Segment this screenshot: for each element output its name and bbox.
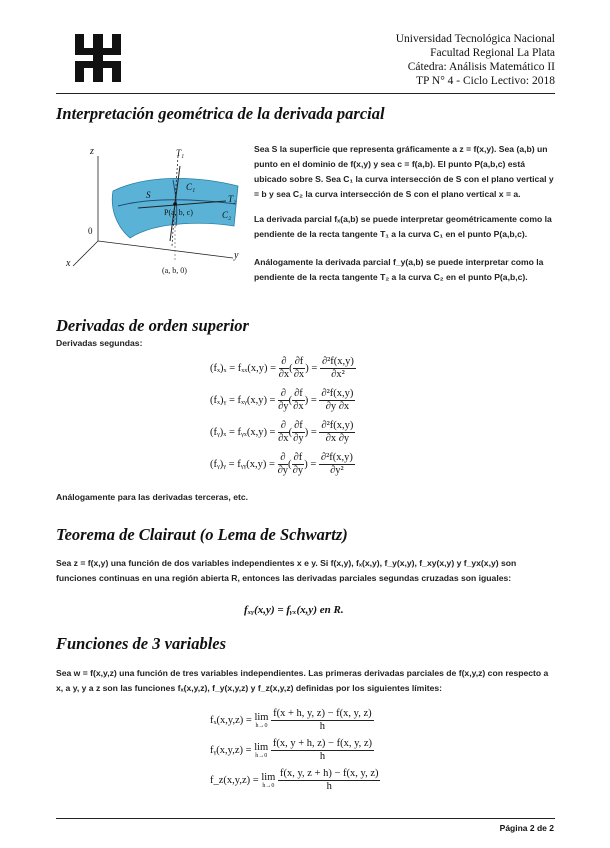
paragraph-surface-def: Sea S la superficie que representa gráficamente a z = f(x,y). Sea (a,b) un punto en el dominio de f(x,y) y sea c = f(a,b). El punto P(a,b,c) está ubicado sobre S. Sea C₁ la curva intersección de S con el plano vertical y = b y sea C₂ la curva intersección de S con el plano vertical x = a. (254, 144, 554, 199)
fig-label-c1: C₁ (186, 182, 196, 192)
fig-label-origin: 0 (88, 226, 93, 236)
paragraph-partial-x: La derivada parcial fₓ(a,b) se puede interpretar geométricamente como la pendiente de la recta tangente T₁ a la curva C₁ en el punto P(a,b,c). (254, 214, 552, 239)
utn-logo (72, 32, 124, 84)
header-faculty: Facultad Regional La Plata (430, 47, 555, 59)
header-tp: TP N° 4 - Ciclo Lectivo: 2018 (416, 75, 555, 87)
header-rule (56, 93, 555, 94)
third-derivatives-note: Análogamente para las derivadas terceras, etc. (56, 492, 249, 502)
equation-fxx: (fₓ)ₓ = fₓₓ(x,y) = $\frac{\partial}{\partial x}$ ( $\frac{\partial f}{\partial x}$ ) = $\frac{\text{∂²f(x,y)}}{\text{∂x²}}$ (210, 356, 354, 380)
clairaut-statement: Sea z = f(x,y) una función de dos variables independientes x e y. Si f(x,y), fₓ(x,y), f_y(x,y), f_xy(x,y) y f_yx(x,y) son funciones continuas en una región abierta R, entonces las derivadas parciales segundas cruzadas son iguales: (56, 558, 517, 583)
equation-fxy: (fₓ)ᵧ = fₓᵧ(x,y) = $\frac{\partial}{\partial y}$ ( $\frac{\partial f}{\partial x}$ ) = $\frac{\text{∂²f(x,y)}}{\partial y \partial x}$ (210, 388, 354, 412)
fig-label-z: z (90, 146, 94, 157)
section-title-geometric: Interpretación geométrica de la derivada parcial (56, 104, 385, 123)
section-title-clairaut: Teorema de Clairaut (o Lema de Schwartz) (56, 525, 348, 544)
fig-label-base: (a, b, 0) (162, 266, 187, 275)
limit-fx: fₓ(x,y,z) = lim h→0 $\frac{f(x + h, y, z) - f(x, y, z)}{h}$ (210, 708, 372, 732)
three-variables-text: Sea w = f(x,y,z) una función de tres variables independientes. Las primeras derivadas parciales de f(x,y,z) con respecto a x, a y, y a z son las funciones fₓ(x,y,z), f_y(x,y,z) y f_z(x,y,z) definidas por los siguientes límites: (56, 668, 549, 693)
fig-label-x: x (66, 258, 71, 269)
second-derivatives-intro: Derivadas segundas: (56, 338, 143, 348)
fig-label-s: S (146, 190, 151, 200)
clairaut-result: fₓᵧ(x,y) = fᵧₓ(x,y) en R. (244, 604, 344, 616)
fig-label-point: P(a, b, c) (164, 208, 193, 217)
header-chair: Cátedra: Análisis Matemático II (407, 61, 555, 73)
footer-rule (56, 818, 555, 819)
page-number: Página 2 de 2 (499, 823, 554, 833)
fig-label-t1: T₁ (176, 148, 185, 158)
paragraph-partial-y: Análogamente la derivada parcial f_y(a,b) se puede interpretar como la pendiente de la recta tangente T₂ a la curva C₂ en el punto P(a,b,c). (254, 257, 544, 282)
section-title-higher-order: Derivadas de orden superior (56, 316, 249, 335)
limit-fz: f_z(x,y,z) = lim h→0 $\frac{f(x, y, z + h) - f(x, y, z)}{h}$ (210, 768, 379, 792)
section-title-three-variables: Funciones de 3 variables (56, 634, 227, 653)
equation-fyy: (fᵧ)ᵧ = fᵧᵧ(x,y) = $\frac{\partial}{\partial y}$ ( $\frac{\partial f}{\partial y}$ ) = $\frac{\text{∂²f(x,y)}}{\text{∂y²}}$ (210, 452, 353, 476)
header-university: Universidad Tecnológica Nacional (395, 33, 555, 45)
fig-label-y: y (234, 250, 239, 261)
fig-label-t2: T₂ (228, 194, 237, 204)
limit-fy: fᵧ(x,y,z) = lim h→0 $\frac{f(x, y + h, z) - f(x, y, z)}{h}$ (210, 738, 373, 762)
fig-label-c2: C₂ (222, 210, 232, 220)
equation-fyx: (fᵧ)ₓ = fᵧₓ(x,y) = $\frac{\partial}{\partial x}$ ( $\frac{\partial f}{\partial y}$ ) = $\frac{\text{∂²f(x,y)}}{\partial x \partial y}$ (210, 420, 354, 444)
surface-figure (58, 146, 248, 286)
